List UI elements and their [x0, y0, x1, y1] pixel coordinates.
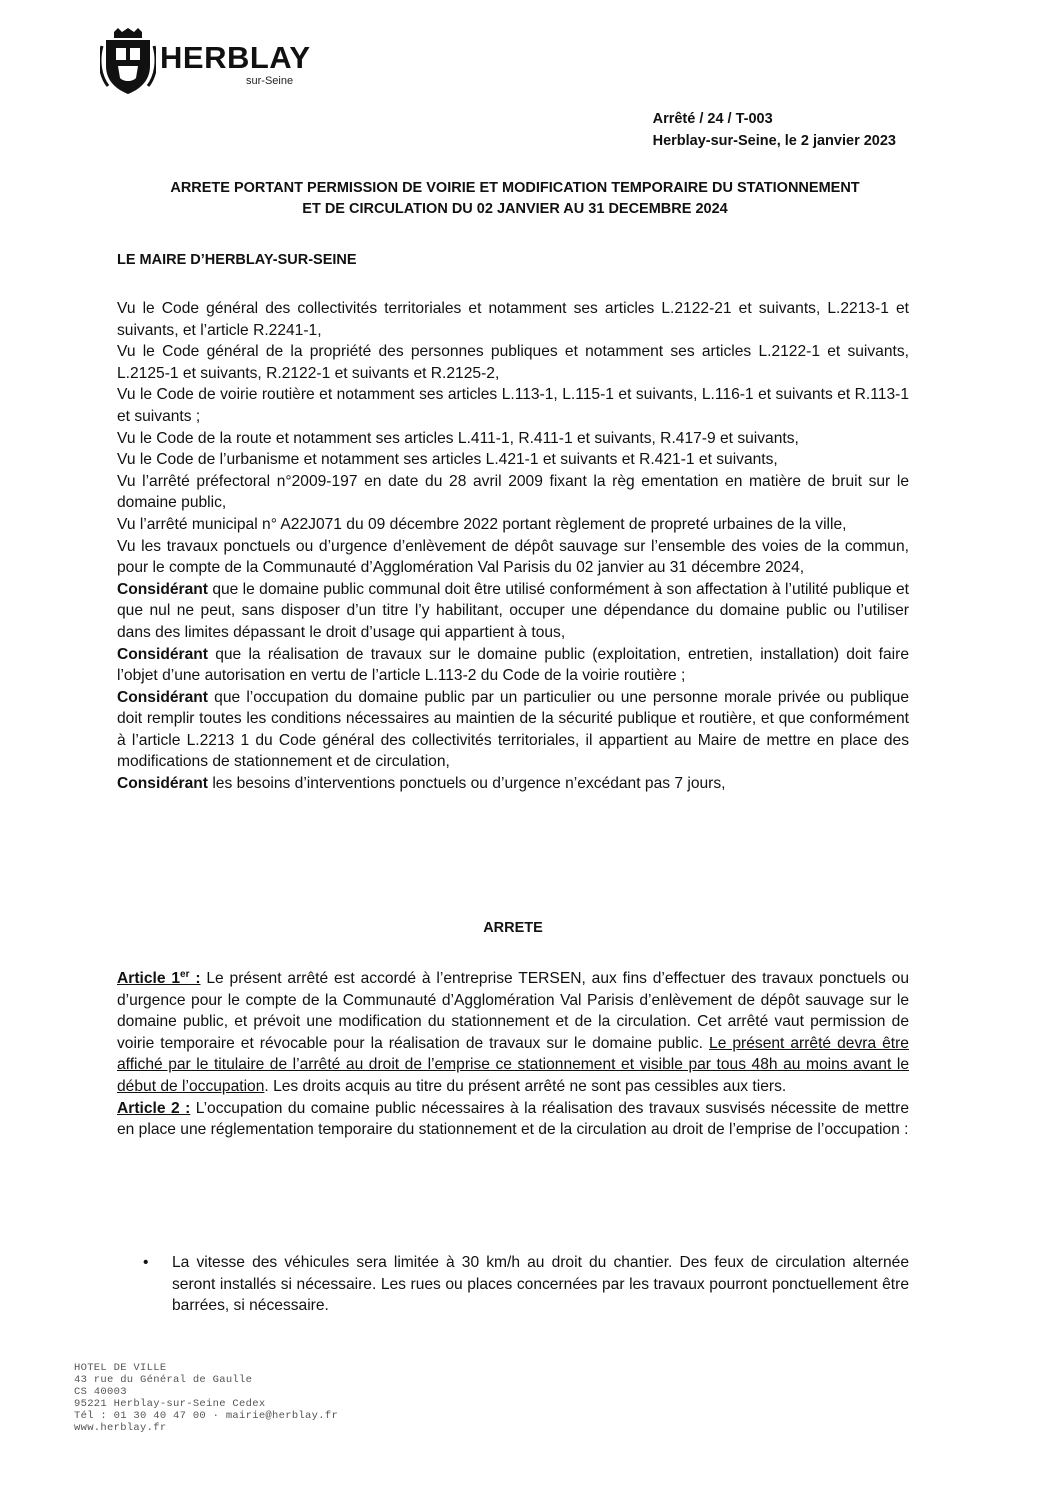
considerant-paragraph [117, 644, 909, 687]
visa-paragraph: Vu le Code général de la propriété des personnes publiques et notamment ses articles L.2122-1 et suivants, L.2125-1 et suivants, R.2122-1 et suivants et R.2125-2, [117, 343, 909, 382]
decree-title-line-1: ARRETE PORTANT PERMISSION DE VOIRIE ET MODIFICATION TEMPORAIRE DU STATIONNEMENT [170, 180, 860, 196]
article-1-text: Le présent arrêté est accordé à l’entreprise TERSEN, aux fins d’effectuer des travaux ponctuels ou d’urgence pour le compte de la Communauté d’Agglomération Val Parisis d’enlèvement de dépôt sauvage sur le domaine public, et prévoit une modification du stationnement et de la circulation. Cet arrêté vaut permission de voirie temporaire et révocable pour la réalisation de travaux sur le domaine public. [117, 970, 909, 1052]
visa-paragraph: Vu le Code de la route et notamment ses articles L.411-1, R.411-1 et suivants, R.417-9 et suivants, [117, 429, 799, 447]
article-1-occupation-text: de l’occupation [156, 1077, 265, 1095]
considerant-keyword: Considérant [117, 645, 208, 663]
article-1-label-superscript: er [180, 968, 190, 980]
considerant-text: que le domaine public communal doit être utilisé conformément à son affectation à l’utilité publique et que nul ne peut, sans disposer d’un titre l’y habilitant, occuper une dépendance du domaine public ou l’utiliser dans des limites dépassant le droit d’usage qui appartient à tous, [117, 580, 909, 641]
decision-heading: ARRETE [483, 920, 543, 936]
considerant-text: que la réalisation de travaux sur le domaine public (exploitation, entretien, installation) doit faire l’objet d’une autorisation en vertu de l’article L.113-2 du Code de la voirie routière ; [117, 645, 909, 685]
visa-paragraph: Vu le Code de voirie routière et notamment ses articles L.113-1, L.115-1 et suivants, L.116-1 et suivants et R.113-1 et suivants ; [117, 386, 909, 425]
footer-line: www.herblay.fr [74, 1422, 167, 1434]
article-1-label: Article 1er : [117, 968, 201, 987]
city-crest-icon [100, 26, 156, 96]
considerant-paragraph [117, 773, 909, 795]
considerant-keyword: Considérant [117, 580, 208, 598]
recitals [117, 298, 909, 795]
considerant-keyword: Considérant [117, 688, 208, 706]
article-1 [117, 968, 909, 1098]
article-2 [117, 1098, 909, 1141]
city-logo [100, 26, 330, 98]
decree-number: Arrêté / 24 / T-003 [652, 111, 773, 127]
place-and-date: Herblay-sur-Seine, le 2 janvier 2023 [652, 133, 896, 149]
bullet-icon: • [143, 1254, 149, 1271]
article-2-label: Article 2 : [117, 1099, 191, 1117]
considerant-text: que l’occupation du domaine public par un particulier ou une personne morale privée ou publique doit remplir toutes les conditions nécessaires au maintien de la sécurité publique et routière, et que conformément à l’article L.2213 1 du Code général des collectivités territoriales, il appartient au Maire de mettre en place des modifications de stationnement et de circulation, [117, 688, 909, 771]
footer-line: HOTEL DE VILLE [74, 1362, 167, 1374]
visa-paragraph: Vu l’arrêté municipal n° A22J071 du 09 décembre 2022 portant règlement de propreté urbaines de la ville, [117, 515, 847, 533]
considerant-paragraph [117, 579, 909, 644]
decree-title-line-2: ET DE CIRCULATION DU 02 JANVIER AU 31 DECEMBRE 2024 [302, 201, 728, 217]
article-2-text: L’occupation du comaine public nécessaires à la réalisation des travaux susvisés nécessite de mettre en place une réglementation temporaire du stationnement et de la circulation au droit de l’emprise de l’occupation : [117, 1099, 909, 1139]
visa-paragraph: Vu l’arrêté préfectoral n°2009-197 en date du 28 avril 2009 fixant la règ ementation en matière de bruit sur le domaine public, [117, 472, 909, 512]
visa-paragraph: Vu les travaux ponctuels ou d’urgence d’enlèvement de dépôt sauvage sur l’ensemble des voies de la commun, pour le compte de la Communauté d’Agglomération Val Parisis du 02 janvier au 31 décembre 2024, [117, 537, 909, 577]
decree-title [100, 178, 930, 220]
considerant-text: les besoins d’interventions ponctuels ou d’urgence n’excédant pas 7 jours, [207, 775, 726, 793]
visa-paragraph: Vu le Code de l’urbanisme et notamment ses articles L.421-1 et suivants et R.421-1 et suivants, [117, 451, 778, 469]
footer-line: 95221 Herblay-sur-Seine Cedex [74, 1398, 266, 1410]
measure-list-item [117, 1252, 909, 1317]
town-hall-footer [74, 1362, 338, 1434]
footer-line: Tél : 01 30 40 47 00 · mairie@herblay.fr [74, 1410, 339, 1422]
issuing-authority: LE MAIRE D’HERBLAY-SUR-SEINE [117, 252, 357, 268]
logo-subtitle: sur-Seine [246, 75, 294, 87]
considerant-paragraph [117, 687, 909, 773]
article-1-posting-requirement: Le présent arrêté devra être affiché par le titulaire de l’arrêté au droit de l’emprise ce stationnement et visible par tous 48h au moins avant le début [117, 1034, 909, 1095]
considerant-keyword: Considérant [117, 775, 208, 793]
footer-line: CS 40003 [74, 1386, 127, 1398]
footer-line: 43 rue du Général de Gaulle [74, 1374, 253, 1386]
document-reference-block [653, 108, 896, 152]
article-1-rights-text: . Les droits acquis au titre du présent arrêté ne sont pas cessibles aux tiers. [264, 1077, 787, 1095]
visa-paragraph: Vu le Code général des collectivités territoriales et notamment ses articles L.2122-21 et suivants, L.2213-1 et suivants, et l’article R.2241-1, [117, 300, 909, 339]
articles [117, 968, 909, 1141]
logo-city-name: HERBLAY [160, 40, 311, 75]
speed-limit-measure: La vitesse des véhicules sera limitée à 30 km/h au droit du chantier. Des feux de circulation alternée seront installés si nécessaire. Les rues ou places concernées par les travaux pourront ponctuellement être barrées, si nécessaire. [172, 1254, 909, 1315]
